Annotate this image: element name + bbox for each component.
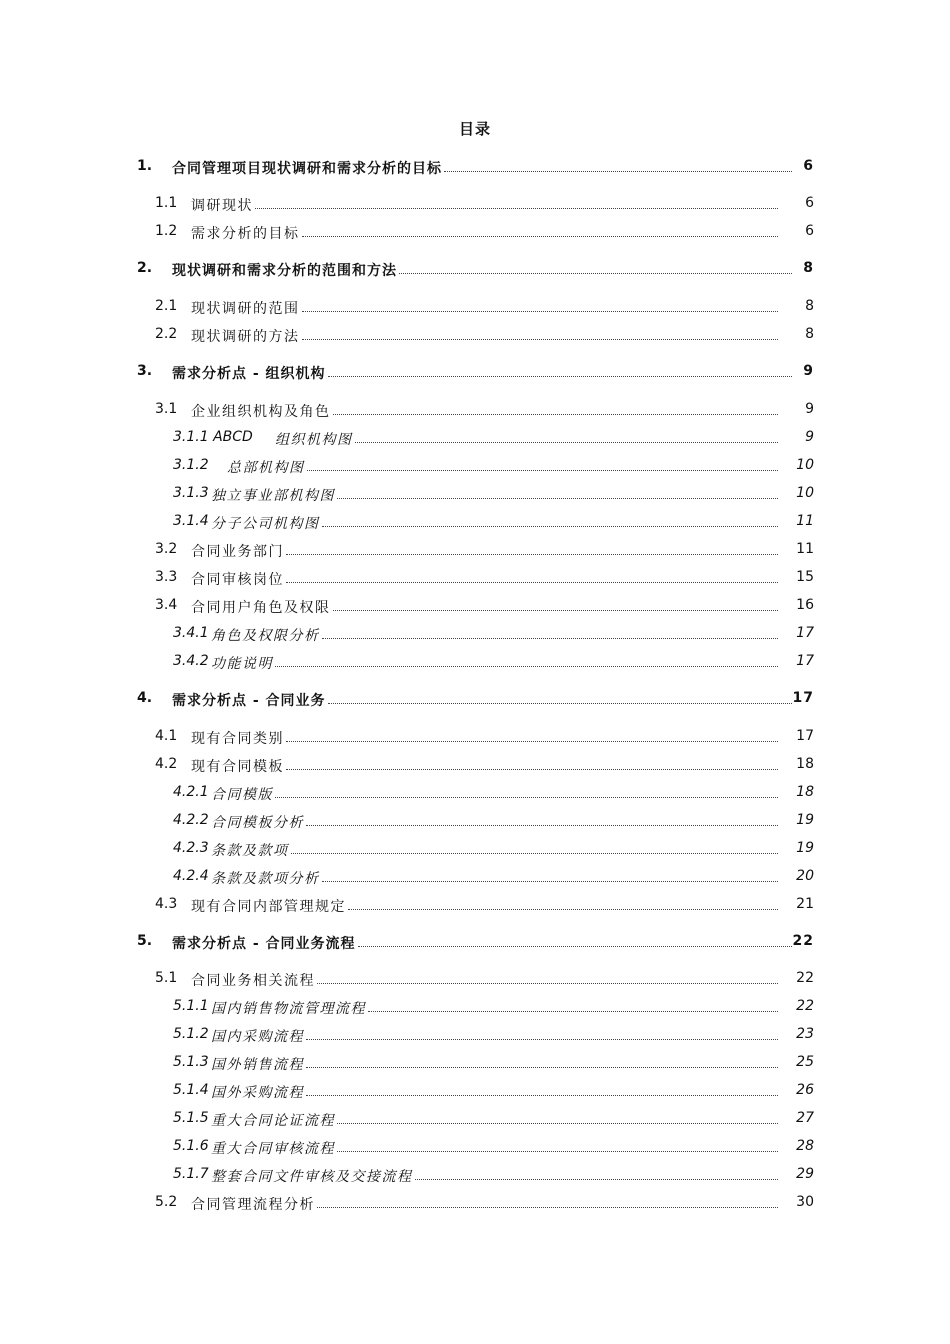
toc-entry-page-number: 18 (796, 756, 814, 772)
toc-entry-page-number: 17 (796, 653, 814, 669)
toc-entry-page-number: 25 (796, 1054, 814, 1070)
toc-entry-page-number: 9 (803, 363, 814, 379)
dot-leader (306, 1067, 778, 1068)
toc-entry-level1[interactable] (0, 363, 950, 383)
toc-entry-level2[interactable] (0, 597, 950, 617)
toc-heading: 目录 (458, 120, 491, 138)
toc-entry-page-number: 21 (796, 896, 814, 912)
toc-entry-title: 条款及款项 (211, 843, 289, 859)
toc-entry-title: 合同模板分析 (211, 815, 304, 831)
toc-entry-page-number: 17 (796, 625, 814, 641)
toc-entry-number: 5. (137, 933, 153, 949)
toc-entry-number: 5.1.2 (173, 1026, 209, 1042)
toc-entry-number: 3.1 (155, 401, 178, 417)
toc-entry-title: 现有合同内部管理规定 (191, 899, 346, 915)
toc-entry-page-number: 11 (796, 513, 814, 529)
dot-leader (322, 526, 778, 527)
toc-entry-page-number: 9 (805, 401, 814, 417)
toc-entry-page-number: 6 (805, 223, 814, 239)
toc-entry-title: 整套合同文件审核及交接流程 (211, 1169, 413, 1185)
toc-entry-level3[interactable] (0, 653, 950, 673)
toc-entry-page-number: 10 (796, 485, 814, 501)
toc-entry-page-number: 22 (792, 933, 814, 949)
dot-leader (399, 273, 792, 274)
toc-entry-number: 5.1.6 (173, 1138, 209, 1154)
toc-entry-level2[interactable] (0, 326, 950, 346)
toc-entry-number: 1.2 (155, 223, 178, 239)
dot-leader (286, 554, 778, 555)
toc-entry-page-number: 9 (805, 429, 814, 445)
toc-entry-title: 合同审核岗位 (191, 572, 284, 588)
toc-entry-number: 3.3 (155, 569, 178, 585)
toc-entry-number: 3. (137, 363, 153, 379)
toc-entry-title: 现状调研的范围 (191, 301, 300, 317)
toc-entry-number: 3.1.2 (173, 457, 209, 473)
toc-entry-title: 需求分析点 - 合同业务 (172, 693, 326, 709)
toc-entry-title: 重大合同论证流程 (211, 1113, 335, 1129)
dot-leader (322, 638, 778, 639)
toc-entry-number: 3.2 (155, 541, 178, 557)
toc-entry-number: 1. (137, 158, 153, 174)
toc-entry-title: 角色及权限分析 (211, 628, 320, 644)
toc-entry-number: 3.1.4 (173, 513, 209, 529)
toc-entry-title: 合同业务相关流程 (191, 973, 315, 989)
toc-entry-page-number: 6 (805, 195, 814, 211)
toc-entry-title: 需求分析点 - 合同业务流程 (172, 936, 356, 952)
toc-entry-page-number: 22 (796, 970, 814, 986)
dot-leader (328, 703, 792, 704)
toc-entry-number: 5.1.4 (173, 1082, 209, 1098)
dot-leader (415, 1179, 778, 1180)
toc-entry-page-number: 10 (796, 457, 814, 473)
toc-entry-number: 4.2.1 (173, 784, 209, 800)
toc-entry-title: 需求分析点 - 组织机构 (172, 366, 326, 382)
dot-leader (302, 311, 778, 312)
dot-leader (291, 853, 778, 854)
toc-entry-title: 需求分析的目标 (191, 226, 300, 242)
dot-leader (337, 1151, 778, 1152)
dot-leader (358, 946, 792, 947)
toc-entry-title: 现有合同模板 (191, 759, 284, 775)
toc-entry-level1[interactable] (0, 158, 950, 178)
toc-entry-page-number: 30 (796, 1194, 814, 1210)
toc-entry-number: 5.1.3 (173, 1054, 209, 1070)
toc-entry-level2[interactable] (0, 756, 950, 776)
toc-entry-page-number: 8 (803, 260, 814, 276)
toc-entry-page-number: 20 (796, 868, 814, 884)
toc-entry-page-number: 29 (796, 1166, 814, 1182)
toc-entry-number: 4.3 (155, 896, 178, 912)
toc-entry-number: 3.4.1 (173, 625, 209, 641)
toc-entry-level3[interactable] (0, 1054, 950, 1074)
toc-entry-number: 5.1 (155, 970, 178, 986)
toc-entry-level3[interactable] (0, 868, 950, 888)
toc-entry-level3[interactable] (0, 1110, 950, 1130)
toc-entry-level3[interactable] (0, 625, 950, 645)
dot-leader (317, 983, 778, 984)
toc-entry-title: 合同用户角色及权限 (191, 600, 331, 616)
toc-entry-level2[interactable] (0, 970, 950, 990)
toc-entry-title: 总部机构图 (227, 460, 305, 476)
toc-entry-number: 4.2.3 (173, 840, 209, 856)
dot-leader (286, 741, 778, 742)
dot-leader (275, 666, 778, 667)
toc-entry-level2[interactable] (0, 728, 950, 748)
dot-leader (444, 171, 792, 172)
toc-entry-title: 现状调研和需求分析的范围和方法 (172, 263, 397, 279)
toc-entry-title: 企业组织机构及角色 (191, 404, 331, 420)
toc-entry-number: 2.2 (155, 326, 178, 342)
toc-entry-page-number: 8 (805, 298, 814, 314)
toc-entry-level2[interactable] (0, 223, 950, 243)
toc-entry-page-number: 26 (796, 1082, 814, 1098)
toc-entry-number: 5.2 (155, 1194, 178, 1210)
toc-entry-title: 合同模版 (211, 787, 273, 803)
toc-entry-level3[interactable] (0, 784, 950, 804)
dot-leader (306, 1039, 778, 1040)
toc-entry-title: 组织机构图 (275, 432, 353, 448)
toc-entry-number: 5.1.7 (173, 1166, 209, 1182)
toc-entry-title: 国外销售流程 (211, 1057, 304, 1073)
toc-entry-level3[interactable] (0, 998, 950, 1018)
dot-leader (255, 208, 778, 209)
toc-entry-number: 1.1 (155, 195, 178, 211)
toc-entry-page-number: 6 (803, 158, 814, 174)
toc-entry-page-number: 22 (796, 998, 814, 1014)
toc-entry-level2[interactable] (0, 896, 950, 916)
toc-entry-level3[interactable] (0, 1082, 950, 1102)
toc-entry-number: 2.1 (155, 298, 178, 314)
dot-leader (322, 881, 778, 882)
toc-entry-level3[interactable] (0, 513, 950, 533)
toc-entry-level1[interactable] (0, 933, 950, 953)
toc-entry-number: 4.1 (155, 728, 178, 744)
dot-leader (302, 236, 778, 237)
dot-leader (317, 1207, 778, 1208)
toc-entry-level3[interactable] (0, 457, 950, 477)
toc-entry-number: 4.2.2 (173, 812, 209, 828)
toc-entry-title: 重大合同审核流程 (211, 1141, 335, 1157)
toc-entry-level2[interactable] (0, 298, 950, 318)
toc-entry-title: 国内采购流程 (211, 1029, 304, 1045)
toc-entry-page-number: 17 (792, 690, 814, 706)
toc-entry-page-number: 15 (796, 569, 814, 585)
toc-entry-title: 现状调研的方法 (191, 329, 300, 345)
toc-entry-level2[interactable] (0, 541, 950, 561)
dot-leader (328, 376, 792, 377)
toc-entry-title: 合同管理流程分析 (191, 1197, 315, 1213)
toc-entry-number: 4.2.4 (173, 868, 209, 884)
toc-entry-number: 5.1.5 (173, 1110, 209, 1126)
toc-entry-page-number: 16 (796, 597, 814, 613)
toc-entry-page-number: 23 (796, 1026, 814, 1042)
toc-entry-page-number: 19 (796, 840, 814, 856)
toc-entry-number: 4. (137, 690, 153, 706)
toc-entry-level1[interactable] (0, 690, 950, 710)
toc-entry-page-number: 18 (796, 784, 814, 800)
toc-entry-title: 调研现状 (191, 198, 253, 214)
toc-entry-page-number: 28 (796, 1138, 814, 1154)
toc-entry-level3[interactable] (0, 1026, 950, 1046)
dot-leader (307, 470, 778, 471)
toc-entry-number: 3.4.2 (173, 653, 209, 669)
toc-entry-page-number: 11 (796, 541, 814, 557)
toc-entry-title: 独立事业部机构图 (211, 488, 335, 504)
toc-entry-number: 3.4 (155, 597, 178, 613)
dot-leader (337, 1123, 778, 1124)
toc-entry-title: 现有合同类别 (191, 731, 284, 747)
toc-entry-level2[interactable] (0, 401, 950, 421)
toc-entry-title: 功能说明 (211, 656, 273, 672)
toc-entry-page-number: 27 (796, 1110, 814, 1126)
toc-entry-title: 分子公司机构图 (211, 516, 320, 532)
toc-entry-level3[interactable] (0, 485, 950, 505)
dot-leader (355, 442, 778, 443)
toc-entry-page-number: 17 (796, 728, 814, 744)
toc-entry-level3[interactable] (0, 429, 950, 449)
toc-entry-level1[interactable] (0, 260, 950, 280)
dot-leader (306, 825, 778, 826)
toc-entry-title: 条款及款项分析 (211, 871, 320, 887)
dot-leader (333, 414, 778, 415)
toc-entry-number: 3.1.1 ABCD (173, 429, 253, 445)
toc-entry-level3[interactable] (0, 1138, 950, 1158)
dot-leader (306, 1095, 778, 1096)
dot-leader (275, 797, 778, 798)
toc-entry-level3[interactable] (0, 1166, 950, 1186)
toc-entry-title: 国外采购流程 (211, 1085, 304, 1101)
toc-entry-page-number: 8 (805, 326, 814, 342)
dot-leader (302, 339, 778, 340)
dot-leader (286, 769, 778, 770)
toc-entry-level3[interactable] (0, 840, 950, 860)
toc-entry-level2[interactable] (0, 195, 950, 215)
toc-entry-level3[interactable] (0, 812, 950, 832)
dot-leader (368, 1011, 778, 1012)
toc-entry-number: 4.2 (155, 756, 178, 772)
toc-entry-level2[interactable] (0, 1194, 950, 1214)
toc-entry-level2[interactable] (0, 569, 950, 589)
dot-leader (333, 610, 778, 611)
toc-entry-page-number: 19 (796, 812, 814, 828)
toc-entry-number: 3.1.3 (173, 485, 209, 501)
toc-entry-number: 5.1.1 (173, 998, 209, 1014)
toc-entry-title: 国内销售物流管理流程 (211, 1001, 366, 1017)
toc-entry-title: 合同业务部门 (191, 544, 284, 560)
toc-entry-number: 2. (137, 260, 153, 276)
toc-entry-title: 合同管理项目现状调研和需求分析的目标 (172, 161, 442, 177)
dot-leader (286, 582, 778, 583)
dot-leader (337, 498, 778, 499)
dot-leader (348, 909, 778, 910)
